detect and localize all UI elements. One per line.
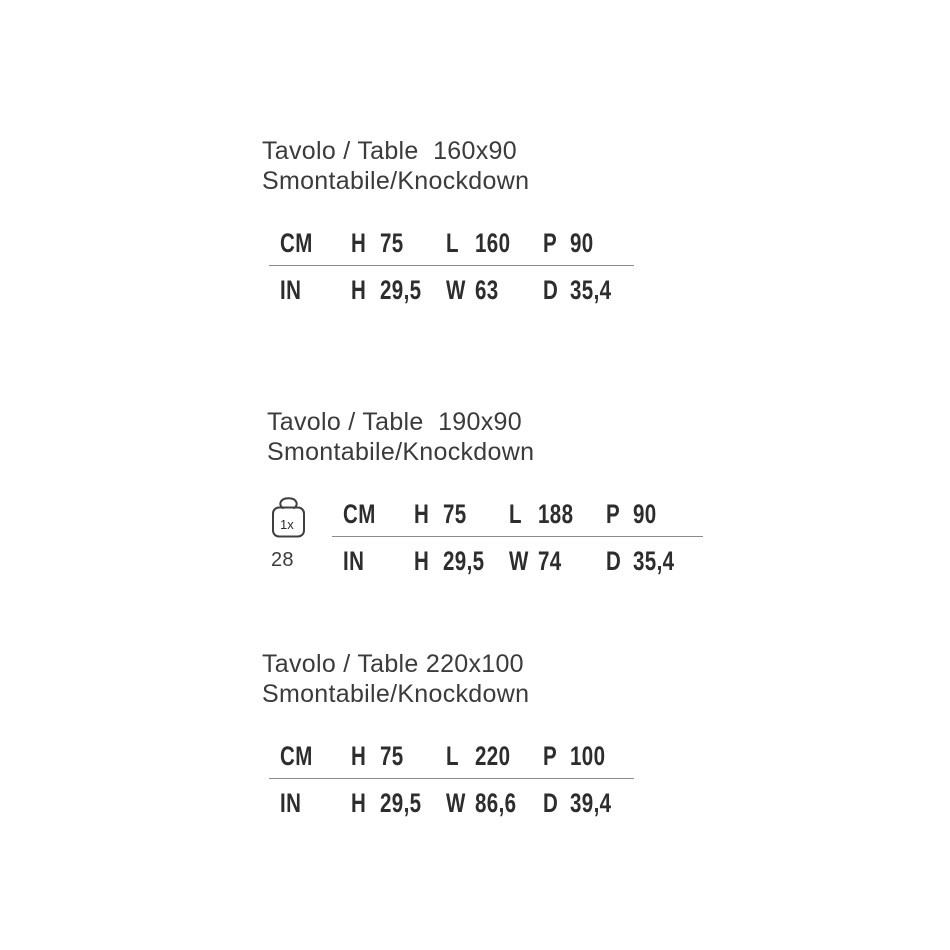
- dim-label-h: H: [351, 787, 367, 818]
- dim-value-p: 90: [633, 498, 657, 529]
- product-subtitle: Smontabile/Knockdown: [267, 438, 535, 466]
- unit-label: IN: [280, 274, 302, 305]
- dim-label-h: H: [351, 274, 367, 305]
- weight-value: 28: [271, 549, 294, 571]
- dimensions-row-in: [269, 787, 634, 819]
- dim-label-p: P: [543, 740, 558, 771]
- dimensions-table: [269, 740, 634, 819]
- dim-value-w: 63: [475, 274, 499, 305]
- dim-label-d: D: [543, 274, 559, 305]
- dim-value-d: 35,4: [570, 274, 612, 305]
- unit-label: CM: [280, 227, 313, 258]
- table-divider: [269, 778, 634, 779]
- dim-label-w: W: [509, 545, 529, 576]
- weight-icon: [271, 496, 306, 539]
- product-title: Tavolo / Table 220x100: [262, 650, 524, 678]
- dim-label-h: H: [414, 498, 430, 529]
- dimensions-row-cm: [269, 227, 634, 259]
- dimensions-row-in: [332, 545, 703, 577]
- product-title-block: [262, 136, 529, 196]
- unit-label: IN: [280, 787, 302, 818]
- dim-value-p: 100: [570, 740, 606, 771]
- dim-value-d: 39,4: [570, 787, 612, 818]
- dimensions-table: [269, 227, 634, 306]
- product-title-block: [267, 407, 534, 467]
- dimensions-row-cm: [269, 740, 634, 772]
- dim-value-h: 75: [380, 227, 404, 258]
- dim-value-h: 75: [443, 498, 467, 529]
- dim-label-l: L: [446, 740, 459, 771]
- dim-label-l: L: [446, 227, 459, 258]
- dim-label-p: P: [543, 227, 558, 258]
- product-subtitle: Smontabile/Knockdown: [262, 167, 530, 195]
- product-title: Tavolo / Table 190x90: [267, 408, 522, 436]
- dimensions-row-cm: [332, 498, 703, 530]
- dimensions-row-in: [269, 274, 634, 306]
- dim-value-h: 29,5: [443, 545, 485, 576]
- unit-label: IN: [343, 545, 365, 576]
- dim-value-l: 160: [475, 227, 511, 258]
- dim-value-h: 29,5: [380, 787, 422, 818]
- dim-value-l: 220: [475, 740, 511, 771]
- product-subtitle: Smontabile/Knockdown: [262, 680, 530, 708]
- unit-label: CM: [280, 740, 313, 771]
- dim-label-l: L: [509, 498, 522, 529]
- dim-value-h: 29,5: [380, 274, 422, 305]
- dim-value-w: 74: [538, 545, 562, 576]
- product-title: Tavolo / Table 160x90: [262, 137, 517, 165]
- dim-label-h: H: [351, 740, 367, 771]
- dim-label-d: D: [543, 787, 559, 818]
- dim-label-h: H: [351, 227, 367, 258]
- weight-multiplier-label: 1x: [280, 517, 294, 532]
- dim-label-h: H: [414, 545, 430, 576]
- dim-value-w: 86,6: [475, 787, 517, 818]
- dim-value-p: 90: [570, 227, 594, 258]
- dim-value-d: 35,4: [633, 545, 675, 576]
- dim-label-d: D: [606, 545, 622, 576]
- dim-value-h: 75: [380, 740, 404, 771]
- unit-label: CM: [343, 498, 376, 529]
- product-title-block: [262, 649, 529, 709]
- dim-label-p: P: [606, 498, 621, 529]
- table-divider: [269, 265, 634, 266]
- table-divider: [332, 536, 703, 537]
- dim-label-w: W: [446, 787, 466, 818]
- dim-label-w: W: [446, 274, 466, 305]
- dim-value-l: 188: [538, 498, 574, 529]
- dimensions-table: [332, 498, 703, 577]
